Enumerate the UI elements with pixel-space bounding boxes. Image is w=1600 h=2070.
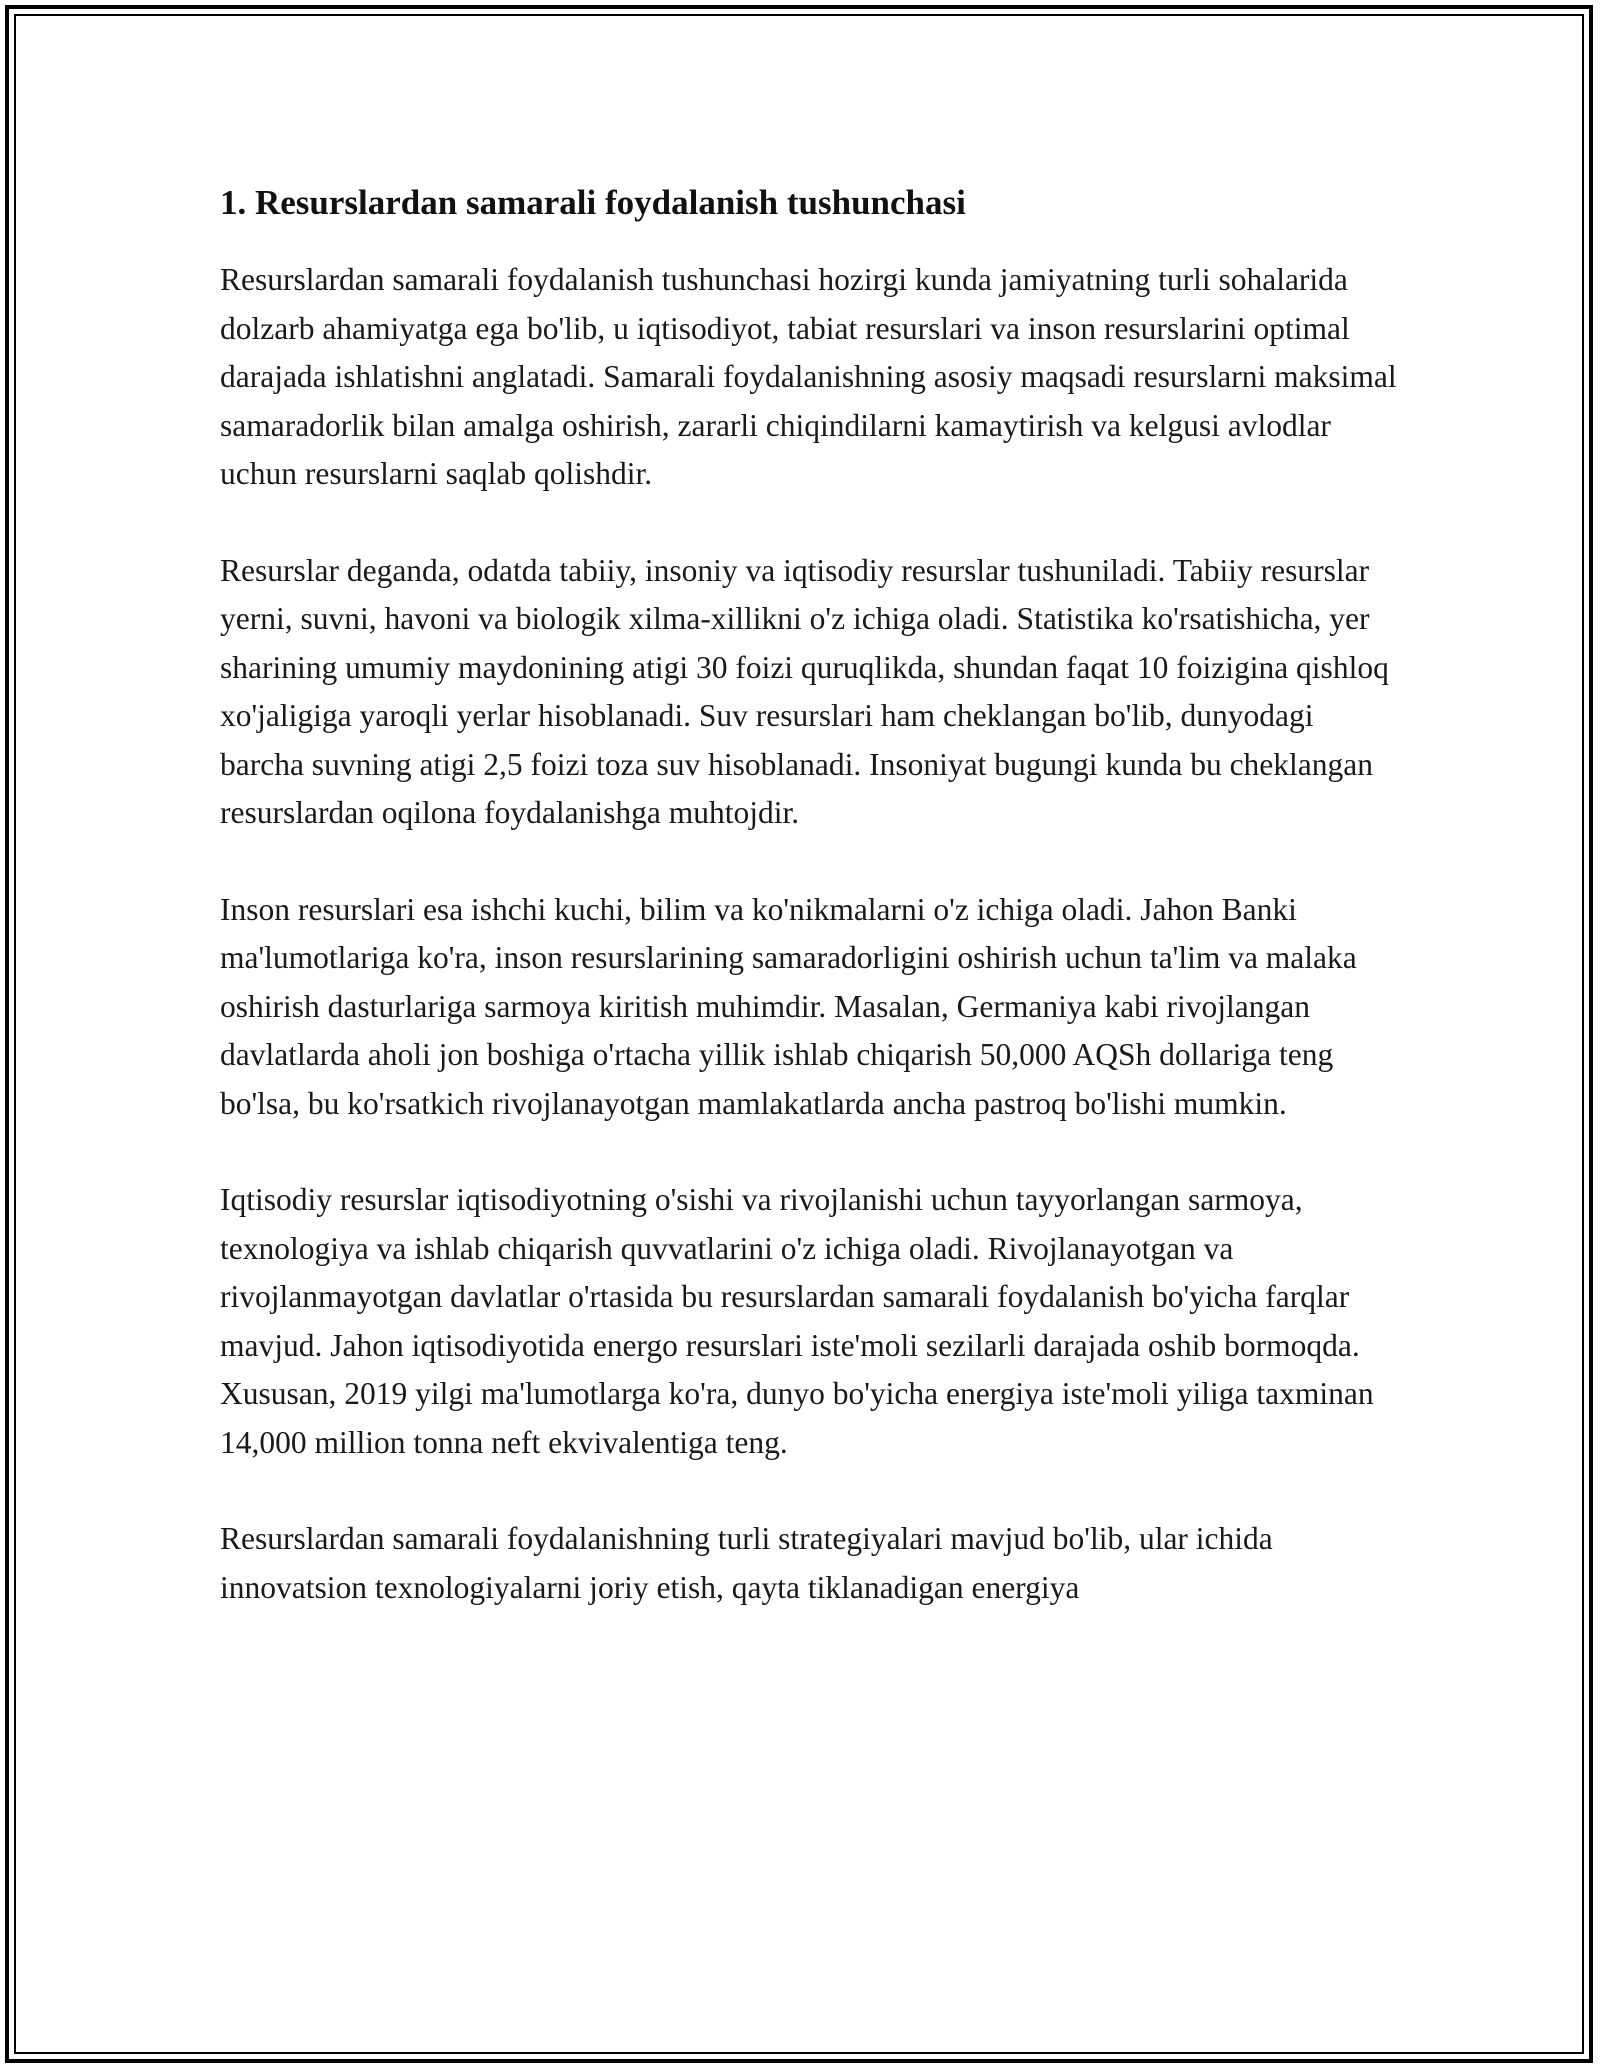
paragraph-strategies: Resurslardan samarali foydalanishning turli strategiyalari mavjud bo'lib, ular ichida innovatsion texnologiyalarni joriy etish, qayta tiklanadigan energiya — [220, 1521, 1273, 1605]
paragraph-human-resources: Inson resurslari esa ishchi kuchi, bilim va ko'nikmalarni o'z ichiga oladi. Jahon Banki ma'lumotlariga ko'ra, inson resurslarining samaradorligini oshirish uchun ta'lim va malaka oshirish dasturlariga sarmoya kiritish muhimdir. Masalan, Germaniya kabi rivojlangan davlatlarda aholi jon boshiga o'rtacha yillik ishlab chiqarish 50,000 AQSh dollariga teng bo'lsa, bu ko'rsatkich rivojlanayotgan mamlakatlarda ancha pastroq bo'lishi mumkin. — [220, 891, 1357, 1121]
document-body — [220, 178, 1400, 1660]
paragraph-intro: Resurslardan samarali foydalanish tushunchasi hozirgi kunda jamiyatning turli sohalarida dolzarb ahamiyatga ega bo'lib, u iqtisodiyot, tabiat resurslari va inson resurslarini optimal darajada ishlatishni anglatadi. Samarali foydalanishning asosiy maqsadi resurslarni maksimal samaradorlik bilan amalga oshirish, zararli chiqindilarni kamaytirish va kelgusi avlodlar uchun resurslarni saqlab qolishdir. — [220, 262, 1397, 491]
paragraph-natural-resources: Resurslar deganda, odatda tabiiy, insoniy va iqtisodiy resurslar tushuniladi. Tabiiy resurslar yerni, suvni, havoni va biologik xilma-xillikni o'z ichiga oladi. Statistika ko'rsatishicha, yer sharining umumiy maydonining atigi 30 foizi quruqlikda, shundan faqat 10 foizigina qishloq xo'jaligiga yaroqli yerlar hisoblanadi. Suv resurslari ham cheklangan bo'lib, dunyodagi barcha suvning atigi 2,5 foizi toza suv hisoblanadi. Insoniyat bugungi kunda bu cheklangan resurslardan oqilona foydalanishga muhtojdir. — [220, 552, 1389, 830]
paragraph-economic-resources: Iqtisodiy resurslar iqtisodiyotning o'sishi va rivojlanishi uchun tayyorlangan sarmoya, texnologiya va ishlab chiqarish quvvatlarini o'z ichiga oladi. Rivojlanayotgan va rivojlanmayotgan davlatlar o'rtasida bu resurslardan samarali foydalanish bo'yicha farqlar mavjud. Jahon iqtisodiyotida energo resurslari iste'moli sezilarli darajada oshib bormoqda. Xususan, 2019 yilgi ma'lumotlarga ko'ra, dunyo bo'yicha energiya iste'moli yiliga taxminan 14,000 million tonna neft ekvivalentiga teng. — [220, 1182, 1374, 1460]
section-title: 1. Resurslardan samarali foydalanish tushunchasi — [220, 183, 966, 222]
